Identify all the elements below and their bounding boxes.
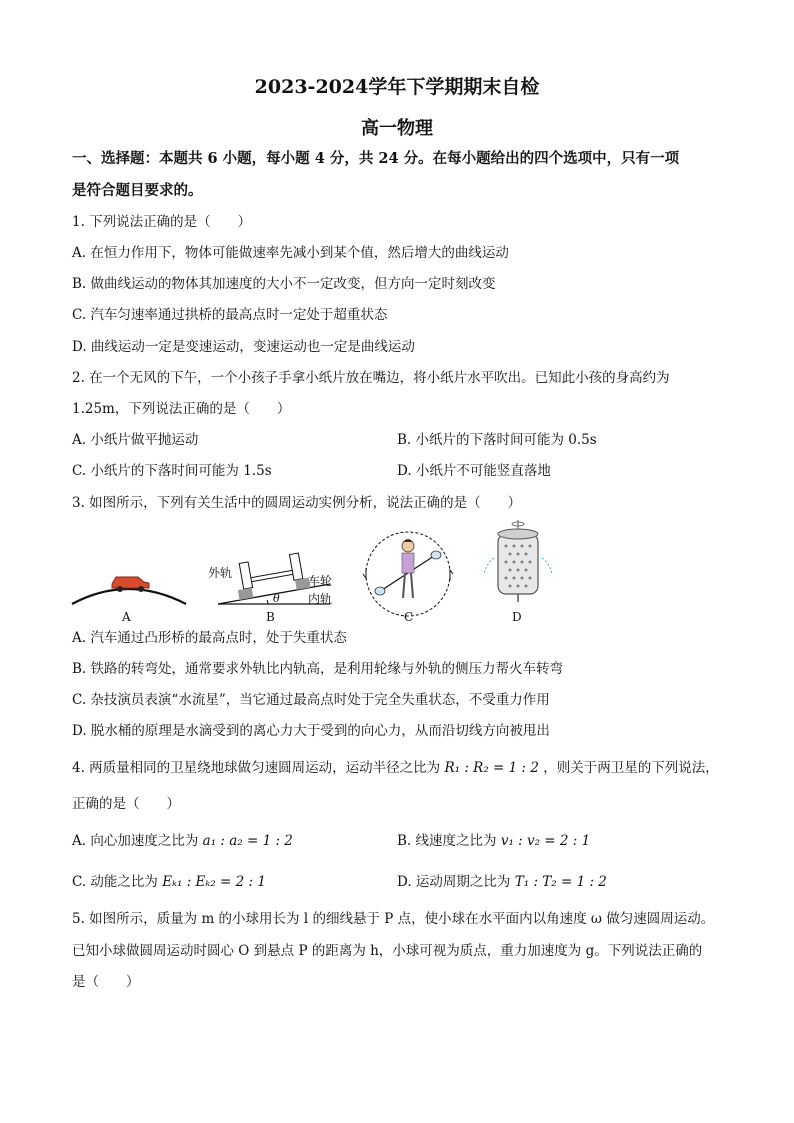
q4-stem-line1: [72, 759, 719, 777]
figure-label-outer-rail: 外轨: [208, 566, 233, 580]
page-subtitle: 高一物理: [361, 118, 433, 139]
q4-option-c-math: Eₖ₁ : Eₖ₂ = 2 : 1: [162, 874, 266, 890]
figure-label-b: B: [266, 610, 275, 624]
q4-option-a-text: A. 向心加速度之比为: [72, 833, 199, 849]
q1-option-c: C. 汽车匀速率通过拱桥的最高点时一定处于超重状态: [72, 307, 388, 323]
section-heading-line2: 是符合题目要求的。: [72, 182, 203, 199]
q4-option-a: [72, 832, 293, 850]
q4-option-b: [397, 832, 590, 850]
bridge-car-illustration: [72, 577, 186, 604]
q1-option-d: D. 曲线运动一定是变速运动，变速运动也一定是曲线运动: [72, 339, 415, 355]
q4-option-c-text: C. 动能之比为: [72, 874, 158, 890]
q2-option-c: C. 小纸片的下落时间可能为 1.5s: [72, 463, 272, 479]
q2-stem-line2: 1.25m，下列说法正确的是（ ）: [72, 401, 291, 417]
q4-stem-text-b: ，则关于两卫星的下列说法，: [543, 760, 719, 776]
figure-label-a: A: [122, 610, 131, 624]
figure-label-inner-rail: 内轨: [308, 592, 333, 606]
q5-stem-line2: 已知小球做圆周运动时圆心 O 到悬点 P 的距离为 h，小球可视为质点，重力加速度为 g。下列说法正确的: [72, 943, 703, 959]
figure-label-d: D: [512, 610, 522, 624]
q4-option-b-math: v₁ : v₂ = 2 : 1: [500, 833, 591, 849]
q4-option-d: [397, 873, 607, 891]
q4-option-d-math: T₁ : T₂ = 1 : 2: [514, 874, 607, 890]
q1-stem: 1. 下列说法正确的是（ ）: [72, 214, 252, 230]
q2-option-d: D. 小纸片不可能竖直落地: [397, 463, 551, 479]
q3-stem: 3. 如图所示，下列有关生活中的圆周运动实例分析，说法正确的是（ ）: [72, 495, 522, 511]
q4-option-b-text: B. 线速度之比为: [397, 833, 497, 849]
q3-figure-drawing: [68, 518, 628, 630]
q1-option-a: A. 在恒力作用下，物体可能做速率先减小到某个值，然后增大的曲线运动: [72, 245, 509, 261]
q3-option-d: D. 脱水桶的原理是水滴受到的离心力大于受到的向心力，从而沿切线方向被甩出: [72, 723, 550, 739]
q2-option-a: A. 小纸片做平抛运动: [72, 432, 199, 448]
q2-option-b: B. 小纸片的下落时间可能为 0.5s: [397, 432, 597, 448]
water-meteor-illustration: [363, 532, 453, 616]
q4-option-d-text: D. 运动周期之比为: [397, 874, 511, 890]
q1-option-b: B. 做曲线运动的物体其加速度的大小不一定改变，但方向一定时刻改变: [72, 276, 496, 292]
q2-stem-line1: 2. 在一个无风的下午，一个小孩子手拿小纸片放在嘴边，将小纸片水平吹出。已知此小孩的身高约为: [72, 370, 670, 386]
figure-label-wheel: 车轮: [308, 574, 333, 588]
q3-option-c: C. 杂技演员表演“水流星”，当它通过最高点时处于完全失重状态，不受重力作用: [72, 692, 550, 708]
figure-label-c: C: [404, 610, 414, 624]
q5-stem-line1: 5. 如图所示，质量为 m 的小球用长为 l 的细线悬于 P 点，使小球在水平面内以角速度 ω 做匀速圆周运动。: [72, 911, 715, 927]
q4-radius-ratio: R₁ : R₂ = 1 : 2: [444, 760, 539, 776]
q4-option-a-math: a₁ : a₂ = 1 : 2: [202, 833, 293, 849]
page-title: 2023-2024学年下学期期末自检: [254, 76, 540, 98]
q3-figure: [68, 518, 628, 630]
q4-option-c: [72, 873, 266, 891]
q3-option-a: A. 汽车通过凸形桥的最高点时，处于失重状态: [72, 630, 347, 646]
spin-dryer-illustration: [484, 520, 552, 602]
q5-stem-line3: 是（ ）: [72, 974, 140, 990]
q4-stem-line2: 正确的是（ ）: [72, 796, 180, 812]
figure-label-theta: θ: [273, 592, 280, 605]
q3-option-b: B. 铁路的转弯处，通常要求外轨比内轨高，是利用轮缘与外轨的侧压力帮火车转弯: [72, 661, 564, 677]
q4-stem-text-a: 4. 两质量相同的卫星绕地球做匀速圆周运动，运动半径之比为: [72, 760, 441, 776]
section-heading-line1: 一、选择题：本题共 6 小题，每小题 4 分，共 24 分。在每小题给出的四个选项中，只有一项: [72, 150, 680, 167]
